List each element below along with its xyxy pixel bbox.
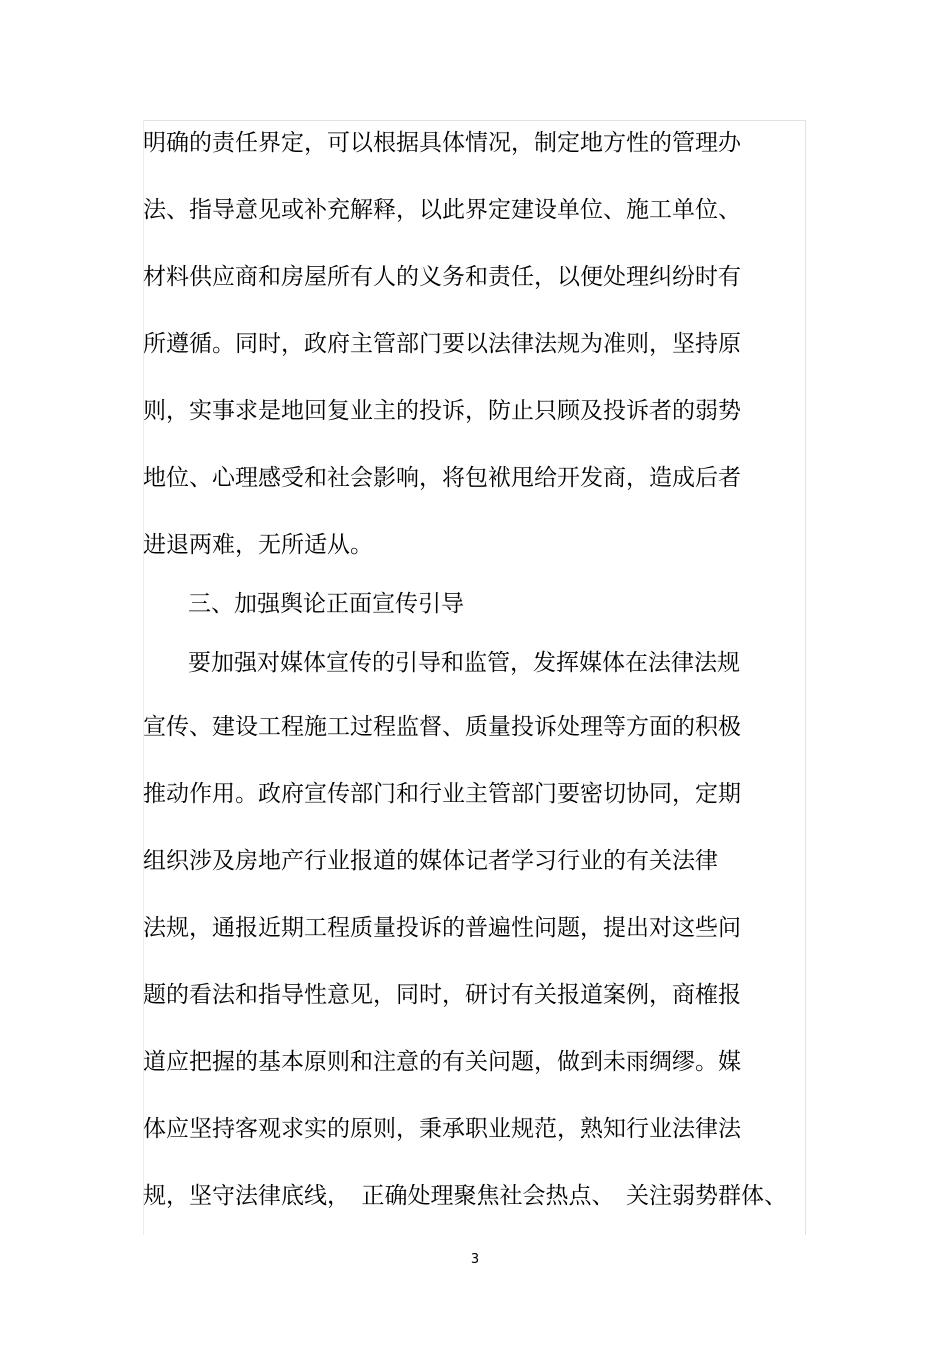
text-line-1: 明确的责任界定，可以根据具体情况，制定地方性的管理办 [143, 130, 741, 156]
text-line-11: 推动作用。政府宣传部门和行业主管部门要密切协同，定期 [143, 781, 741, 807]
text-line-9: 要加强对媒体宣传的引导和监管，发挥媒体在法律法规 [188, 650, 740, 676]
text-line-4: 所遵循。同时，政府主管部门要以法律法规为准则，坚持原 [143, 331, 741, 357]
text-line-15: 道应把握的基本原则和注意的有关问题，做到未雨绸缪。媒 [143, 1049, 741, 1075]
page-number: 3 [470, 1252, 480, 1267]
text-line-10: 宣传、建设工程施工过程监督、质量投诉处理等方面的积极 [143, 714, 741, 740]
text-line-13: 法规，通报近期工程质量投诉的普遍性问题，提出对这些问 [143, 915, 741, 941]
text-line-5: 则，实事求是地回复业主的投诉，防止只顾及投诉者的弱势 [143, 398, 741, 424]
text-line-14: 题的看法和指导性意见，同时，研讨有关报道案例，商榷报 [143, 982, 741, 1008]
text-line-17: 规，坚守法律底线， 正确处理聚焦社会热点、 关注弱势群体、 [143, 1183, 787, 1209]
text-line-7: 进退两难，无所适从。 [143, 532, 373, 558]
text-line-16: 体应坚持客观求实的原则，秉承职业规范，熟知行业法律法 [143, 1116, 741, 1142]
text-line-6: 地位、心理感受和社会影响，将包袱甩给开发商，造成后者 [143, 465, 741, 491]
text-line-3: 材料供应商和房屋所有人的义务和责任，以便处理纠纷时有 [143, 264, 741, 290]
text-line-2: 法、指导意见或补充解释，以此界定建设单位、施工单位、 [143, 197, 741, 223]
section-heading: 三、加强舆论正面宣传引导 [188, 591, 464, 617]
text-line-12: 组织涉及房地产行业报道的媒体记者学习行业的有关法律 [143, 848, 718, 874]
